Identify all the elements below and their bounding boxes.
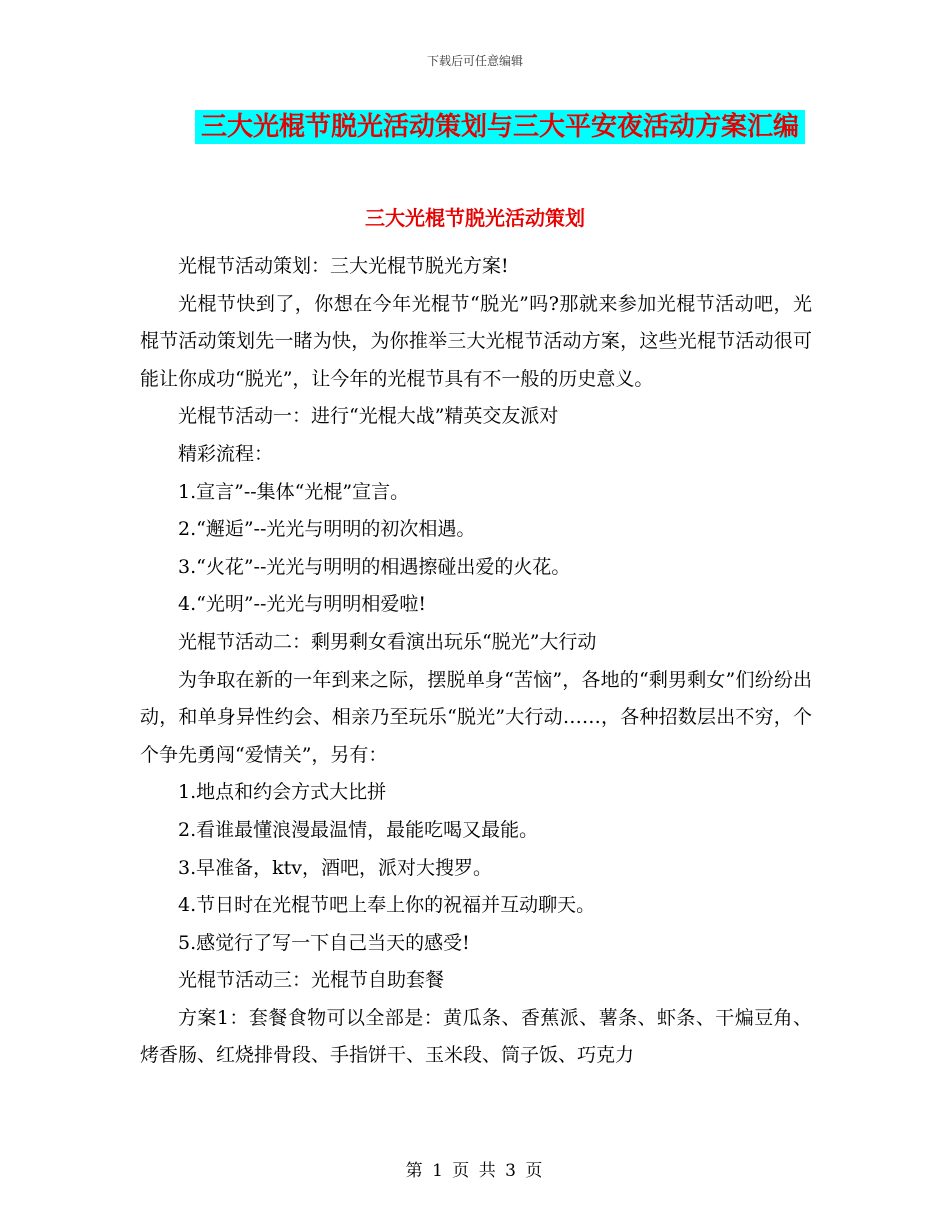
page-header: 下载后可任意编辑 [426, 54, 523, 68]
paragraph: 光棍节活动策划：三大光棍节脱光方案! [178, 255, 509, 277]
page-footer: 第 1 页 共 3 页 [405, 1161, 545, 1181]
list-item: 2.“邂逅”--光光与明明的初次相遇。 [178, 518, 476, 541]
list-item: 2.看谁最懂浪漫最温情，最能吃喝又最能。 [178, 818, 539, 841]
paragraph: 光棍节活动二：剩男剩女看演出玩乐“脱光”大行动 [178, 630, 597, 653]
section-title: 三大光棍节脱光活动策划 [365, 206, 585, 230]
paragraph: 光棍节活动三：光棍节自助套餐 [178, 969, 445, 992]
document-title: 三大光棍节脱光活动策划与三大平安夜活动方案汇编 [195, 110, 805, 144]
list-item: 4.“光明”--光光与明明相爱啦! [178, 593, 427, 616]
document-body [140, 248, 812, 1075]
list-item: 3.早准备，ktv，酒吧，派对大搜罗。 [178, 856, 493, 879]
paragraph: 为争取在新的一年到来之际，摆脱单身“苦恼”，各地的“剩男剩女”们纷纷出动，和单身异性约会、相亲乃至玩乐“脱光”大行动……，各种招数层出不穷，个个争先勇闯“爱情关”，另有： [140, 668, 812, 766]
list-item: 1.宣言”--集体“光棍”宣言。 [178, 480, 410, 503]
paragraph: 精彩流程： [178, 442, 274, 465]
list-item: 5.感觉行了写一下自己当天的感受! [178, 931, 470, 954]
paragraph: 光棍节活动一：进行“光棍大战”精英交友派对 [178, 405, 559, 428]
list-item: 4.节日时在光棍节吧上奉上你的祝福并互动聊天。 [178, 894, 596, 917]
list-item: 1.地点和约会方式大比拼 [178, 781, 387, 804]
paragraph: 方案1：套餐食物可以全部是：黄瓜条、香蕉派、薯条、虾条、干煸豆角、烤香肠、红烧排骨段、手指饼干、玉米段、筒子饭、巧克力 [140, 1006, 812, 1067]
paragraph: 光棍节快到了，你想在今年光棍节“脱光”吗?那就来参加光棍节活动吧，光棍节活动策划先一睹为快，为你推举三大光棍节活动方案，这些光棍节活动很可能让你成功“脱光”，让今年的光棍节具有不一般的历史意义。 [140, 292, 812, 390]
list-item: 3.“火花”--光光与明明的相遇擦碰出爱的火花。 [178, 555, 571, 578]
